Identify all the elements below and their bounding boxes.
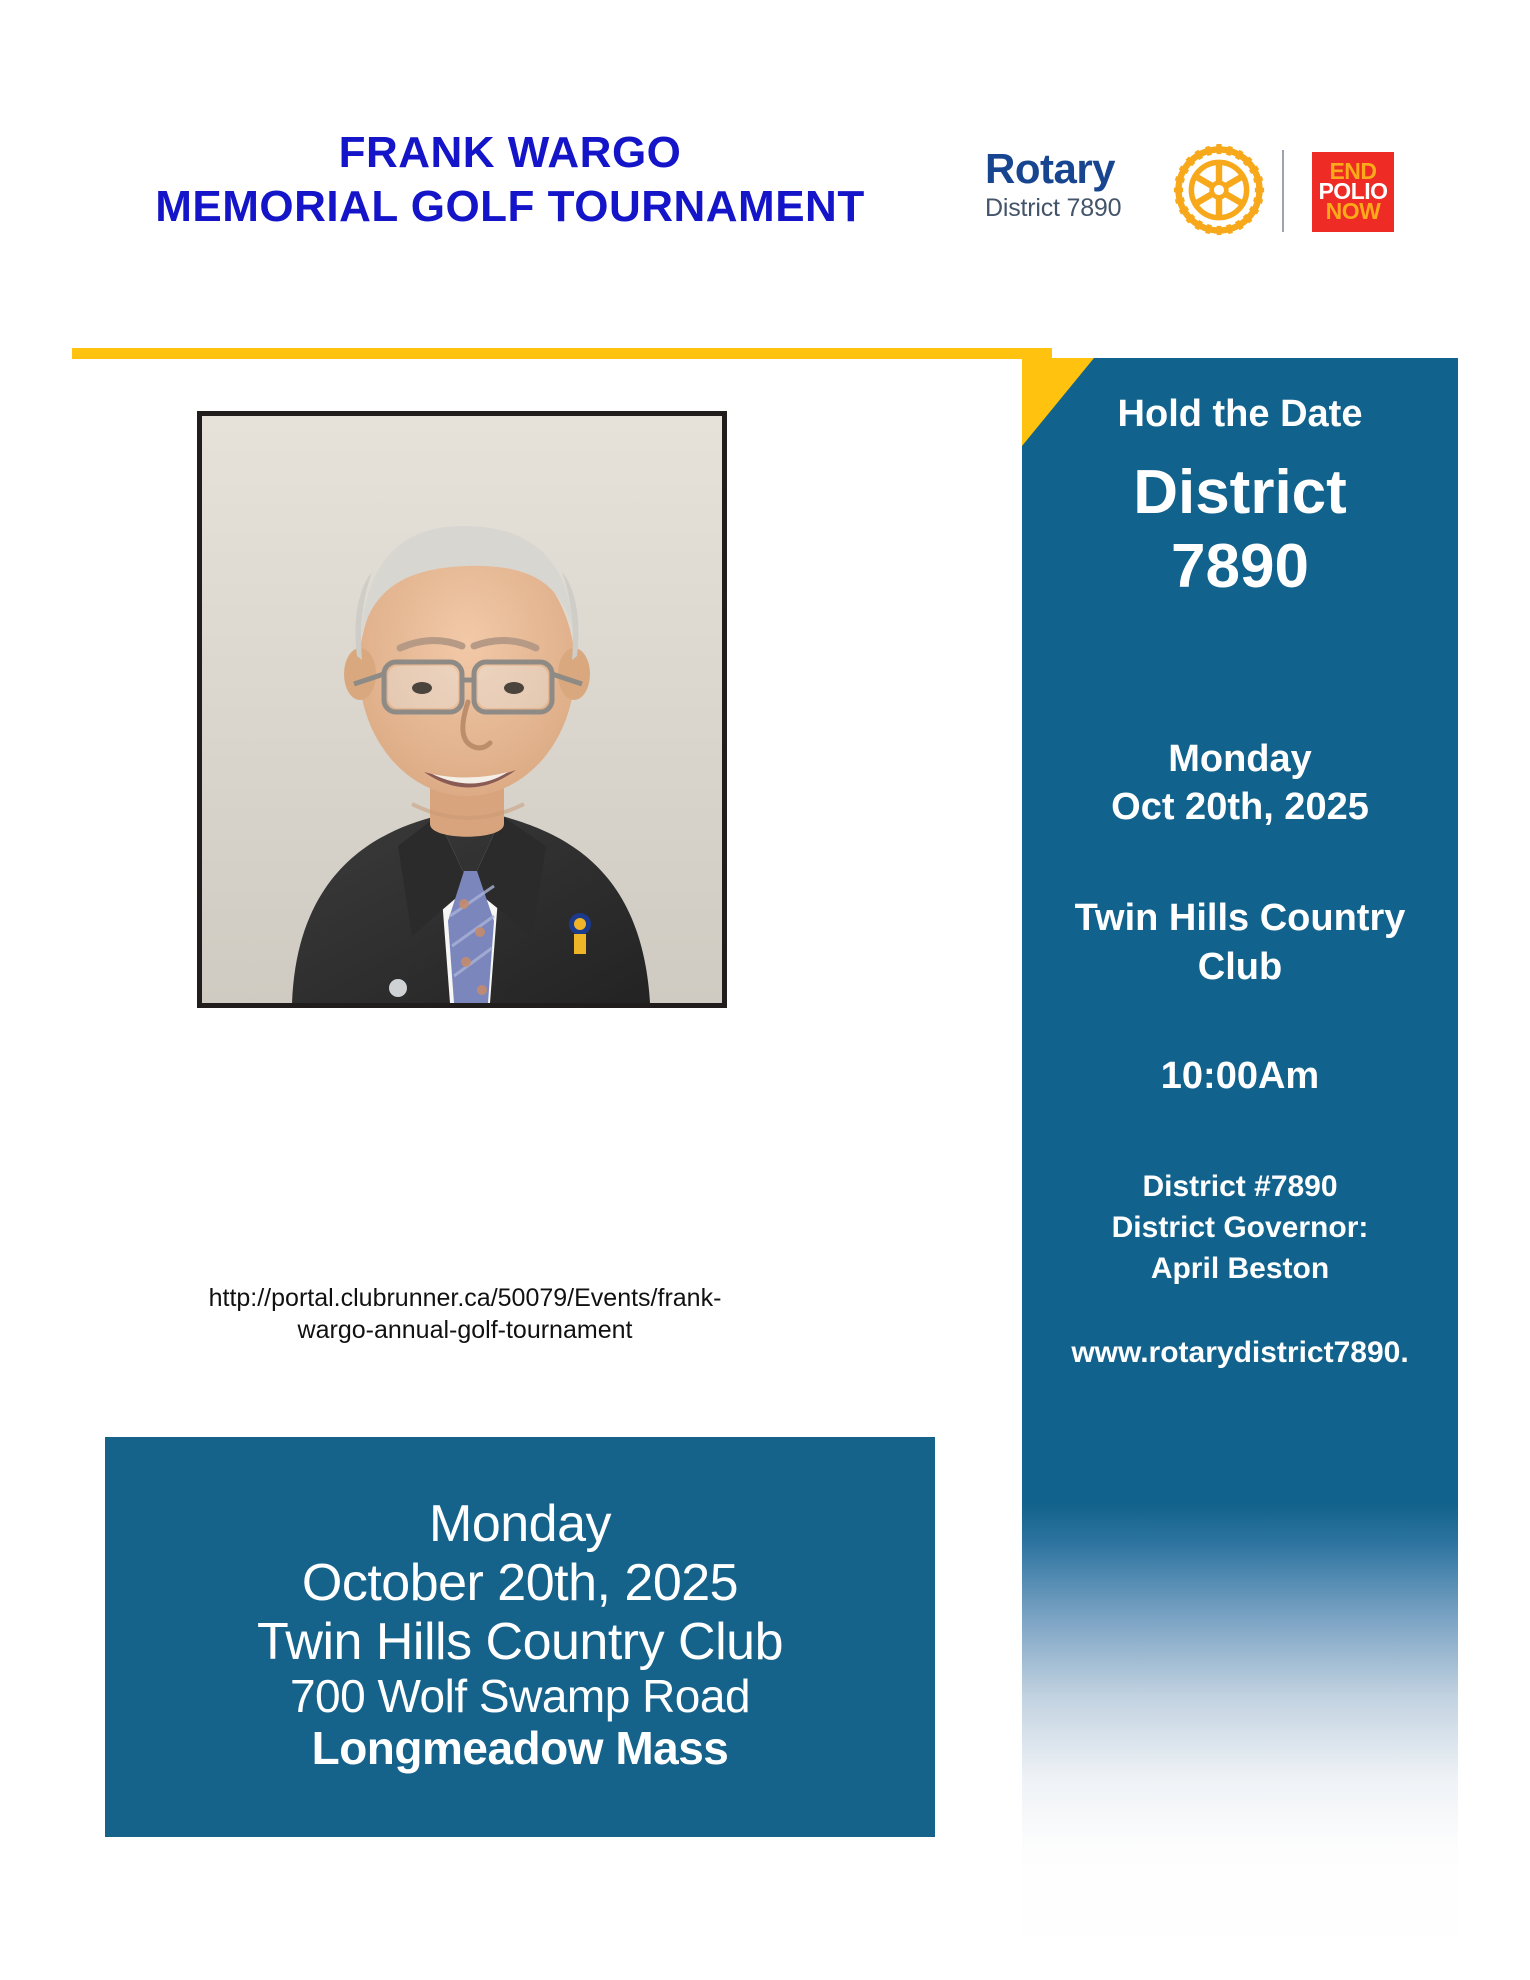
photo-url-caption bbox=[180, 1282, 750, 1346]
photo-url-line-1: http://portal.clubrunner.ca/50079/Events/frank- bbox=[208, 1284, 722, 1312]
panel-date: Oct 20th, 2025 bbox=[1111, 786, 1369, 829]
panel-time: 10:00Am bbox=[1160, 1054, 1320, 1097]
rotary-wordmark-text: Rotary bbox=[985, 145, 1116, 192]
panel-governor-name: April Beston bbox=[1150, 1251, 1330, 1285]
event-venue: Twin Hills Country Club bbox=[257, 1612, 783, 1671]
event-details-box bbox=[105, 1437, 935, 1837]
event-street: 700 Wolf Swamp Road bbox=[289, 1670, 751, 1723]
event-day: Monday bbox=[429, 1495, 611, 1553]
hold-the-date-heading: Hold the Date bbox=[1117, 393, 1363, 435]
district-number: 7890 bbox=[1171, 532, 1309, 602]
panel-venue-line-1: Twin Hills Country bbox=[1074, 896, 1406, 939]
panel-district-id: District #7890 bbox=[1142, 1170, 1338, 1204]
logo-divider bbox=[1282, 150, 1284, 232]
end-polio-line-3: NOW bbox=[1325, 197, 1381, 224]
hold-the-date-panel bbox=[1022, 358, 1458, 1958]
panel-governor-label: District Governor: bbox=[1111, 1211, 1369, 1245]
end-polio-line-2: POLIO bbox=[1318, 178, 1388, 205]
title-line-1: FRANK WARGO bbox=[338, 128, 682, 177]
panel-content bbox=[1022, 358, 1458, 1371]
page-title bbox=[60, 126, 960, 233]
panel-day: Monday bbox=[1168, 737, 1312, 780]
title-line-2: MEMORIAL GOLF TOURNAMENT bbox=[155, 181, 865, 231]
rotary-wordmark-block bbox=[985, 145, 1165, 223]
rotary-logo-lockup bbox=[985, 142, 1405, 242]
end-polio-line-1: END bbox=[1329, 158, 1377, 185]
end-polio-now-icon bbox=[1312, 152, 1394, 232]
rotary-district-label: District 7890 bbox=[985, 194, 1122, 222]
event-city: Longmeadow Mass bbox=[311, 1722, 729, 1775]
event-date: October 20th, 2025 bbox=[301, 1553, 739, 1612]
panel-venue-line-2: Club bbox=[1197, 946, 1283, 989]
panel-website-link[interactable]: www.rotarydistrict7890. bbox=[1071, 1335, 1409, 1369]
rotary-wheel-icon bbox=[1173, 144, 1265, 236]
district-word: District bbox=[1133, 457, 1347, 527]
photo-url-line-2: wargo-annual-golf-tournament bbox=[297, 1316, 633, 1344]
yellow-accent-rule bbox=[72, 348, 1052, 359]
portrait-photo bbox=[197, 411, 727, 1008]
